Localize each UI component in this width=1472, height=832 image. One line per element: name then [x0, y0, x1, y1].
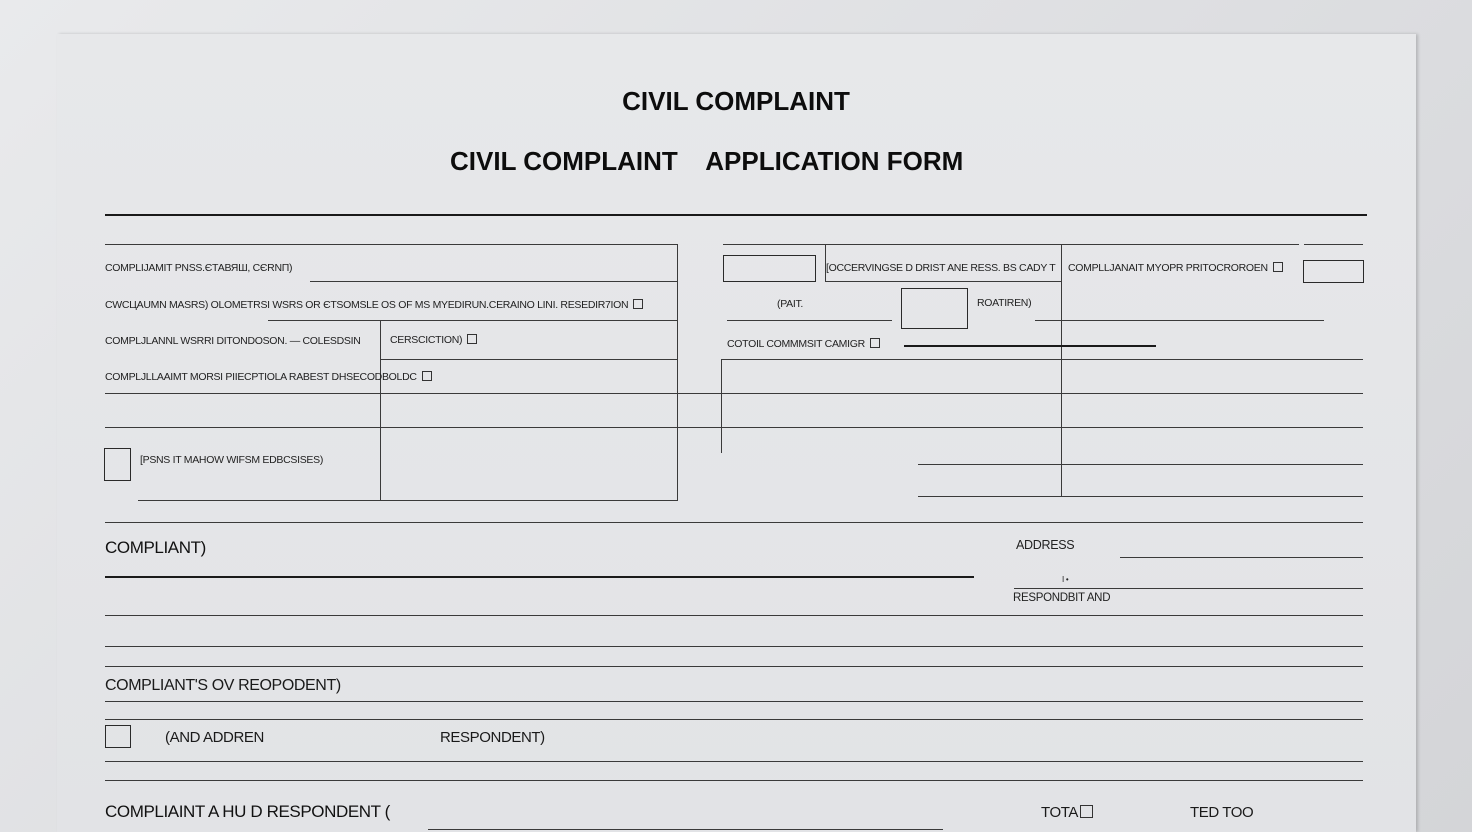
right-field-1-label: [OCCERVINGSE D DRIST ANE RESS. BS CADY T — [826, 262, 1056, 274]
field-3-checkbox[interactable] — [467, 334, 477, 344]
complaint-field-4-label: COMPLJLLAAIMT MORSI PIIECPTIOLA RABEST DHSECODBOLDC — [105, 371, 432, 383]
section-rule — [105, 522, 1363, 523]
section-rule — [105, 719, 1363, 720]
section-rule — [105, 701, 1363, 702]
left-grid-vline — [380, 320, 381, 501]
right-grid-line — [723, 244, 1299, 245]
left-grid-vline — [677, 244, 678, 501]
address-label: ADDRESS — [1016, 538, 1075, 552]
header-rule — [105, 214, 1367, 216]
respondent-label: RESPONDENT) — [440, 729, 545, 746]
address-dots: I • — [1062, 575, 1069, 584]
right-grid-line — [1304, 244, 1363, 245]
bottom-input-line[interactable] — [428, 829, 943, 830]
left-grid-line — [380, 359, 677, 360]
bottom-complaint-label: COMPLIAINT A HU D RESPONDENT ( — [105, 802, 390, 821]
right-field-2-label: COMPLLJANAIT MYOPR PRITOCROROEN — [1068, 262, 1283, 274]
left-grid-line — [105, 244, 677, 245]
right-grid-line — [721, 359, 1363, 360]
complaint-field-3-label: COMPLJLANNL WSRRI DITONDOSON. — COLESDSIN — [105, 335, 361, 347]
complaint-label: COMPLIANT) — [105, 538, 206, 557]
total-checkbox[interactable] — [1080, 805, 1093, 818]
grid-line — [105, 427, 1363, 428]
right-grid-vline — [721, 359, 722, 453]
right-grid-line — [918, 464, 1363, 465]
left-grid-line — [138, 500, 677, 501]
address-line-2[interactable] — [1014, 588, 1363, 589]
right-input-box-2[interactable] — [1303, 260, 1364, 283]
field-2-checkbox[interactable] — [633, 299, 643, 309]
grid-line — [105, 393, 1363, 394]
right-input-box-3[interactable] — [901, 288, 968, 329]
form-title: CIVIL COMPLAINT — [622, 86, 850, 116]
right-field-3-label: (PAIT. — [777, 298, 804, 310]
right-field-4-label: ROATIREN) — [977, 297, 1032, 309]
field-4-checkbox[interactable] — [422, 371, 432, 381]
and-address-label: (AND ADDREN — [165, 729, 264, 746]
respondent-and-label: RESPONDBIT AND — [1013, 592, 1111, 604]
section-rule — [105, 666, 1363, 667]
section-rule — [105, 646, 1363, 647]
complaints-respondent-label: COMPLIANT'S OV REOPODENT) — [105, 677, 341, 694]
total-label: TOTA — [1041, 804, 1093, 821]
right-input-box-1[interactable] — [723, 255, 816, 282]
form-subtitle — [450, 146, 963, 177]
right-grid-line — [1035, 320, 1324, 321]
right-field-5-checkbox[interactable] — [870, 338, 880, 348]
right-grid-line — [825, 281, 1061, 282]
left-checkbox-label: [PSNS IT MAHOW WIFSM EDBCSISES) — [140, 454, 324, 466]
right-field-2-checkbox[interactable] — [1273, 262, 1283, 272]
section-rule — [105, 761, 1363, 762]
right-grid-line — [918, 496, 1363, 497]
complaint-field-2-label: CWCЦAUMN MASRS) OLOMETRSI WSRS OR ЄTSOMSLE OS OF MS MYEDIRUN.CERAINO LINI. RESEDIR7ION — [105, 299, 643, 311]
ted-too-label: TED TOO — [1190, 804, 1254, 821]
subtitle-left: CIVIL COMPLAINT — [450, 146, 678, 176]
right-field-5-input[interactable] — [904, 345, 1156, 347]
right-field-5-label: COTOIL COMMMSIT CAMIGR — [727, 338, 880, 350]
complaint-field-3b-label: CERSCICTION) — [390, 334, 477, 346]
left-grid-line — [310, 281, 677, 282]
address-input-line[interactable] — [1120, 557, 1363, 558]
right-grid-vline — [1061, 244, 1062, 497]
right-grid-line — [727, 320, 892, 321]
complaint-input-line[interactable] — [105, 576, 974, 578]
subtitle-right: APPLICATION FORM — [705, 146, 964, 176]
section-rule — [105, 780, 1363, 781]
left-grid-line — [268, 320, 677, 321]
section-rule — [105, 615, 1363, 616]
respondent-checkbox[interactable] — [105, 725, 131, 748]
complaint-field-1-label: COMPLIJAMIT PNSS.ЄТАВЯШ, СЄRNП) — [105, 262, 293, 274]
left-checkbox[interactable] — [104, 448, 131, 481]
